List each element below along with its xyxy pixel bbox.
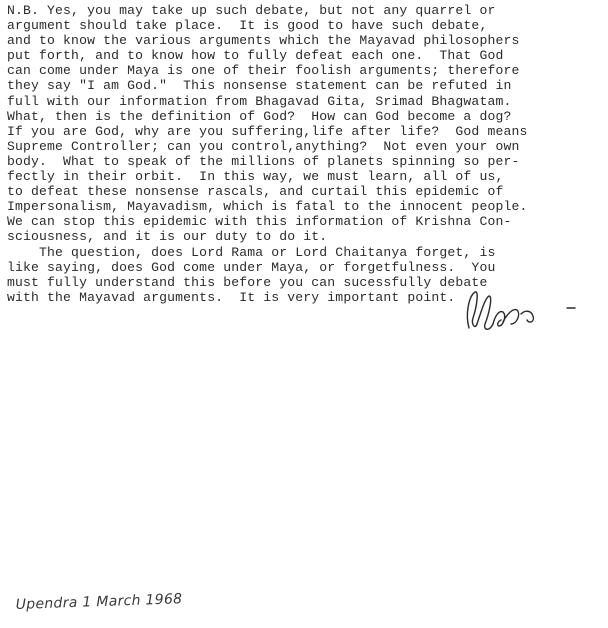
text-line: sciousness, and it is our duty to do it. <box>7 229 328 245</box>
text-line: If you are God, why are you suffering,life after life? God means <box>7 123 528 139</box>
handwritten-date-note: Upendra 1 March 1968 <box>15 591 183 613</box>
handwritten-signature <box>455 284 585 344</box>
text-line: The question, does Lord Rama or Lord Chaitanya forget, is <box>7 244 496 260</box>
text-line: put forth, and to know how to fully defeat each one. That God <box>7 48 504 64</box>
text-line: like saying, does God come under Maya, or forgetfulness. You <box>7 259 496 275</box>
text-line: argument should take place. It is good to have such debate, <box>7 18 488 34</box>
text-line: What, then is the definition of God? How can God become a dog? <box>7 108 512 124</box>
text-line: with the Mayavad arguments. It is very important point. <box>7 289 456 305</box>
text-line: they say "I am God." This nonsense statement can be refuted in <box>7 78 512 94</box>
text-line: fectly in their orbit. In this way, we must learn, all of us, <box>7 169 504 185</box>
text-line: body. What to speak of the millions of planets spinning so per- <box>7 153 520 169</box>
text-line: Supreme Controller; can you control,anything? Not even your own <box>7 138 520 154</box>
text-line: must fully understand this before you can sucessfully debate <box>7 274 488 290</box>
text-line: Impersonalism, Mayavadism, which is fatal to the innocent people. <box>7 199 528 215</box>
text-line: to defeat these nonsense rascals, and curtail this epidemic of <box>7 184 504 200</box>
letter-body <box>7 3 605 305</box>
text-line: and to know the various arguments which the Mayavad philosophers <box>7 33 520 49</box>
text-line: full with our information from Bhagavad Gita, Srimad Bhagwatam. <box>7 93 512 109</box>
text-line: We can stop this epidemic with this information of Krishna Con- <box>7 214 512 230</box>
text-line: N.B. Yes, you may take up such debate, but not any quarrel or <box>7 3 496 18</box>
text-line: can come under Maya is one of their foolish arguments; therefore <box>7 63 520 79</box>
